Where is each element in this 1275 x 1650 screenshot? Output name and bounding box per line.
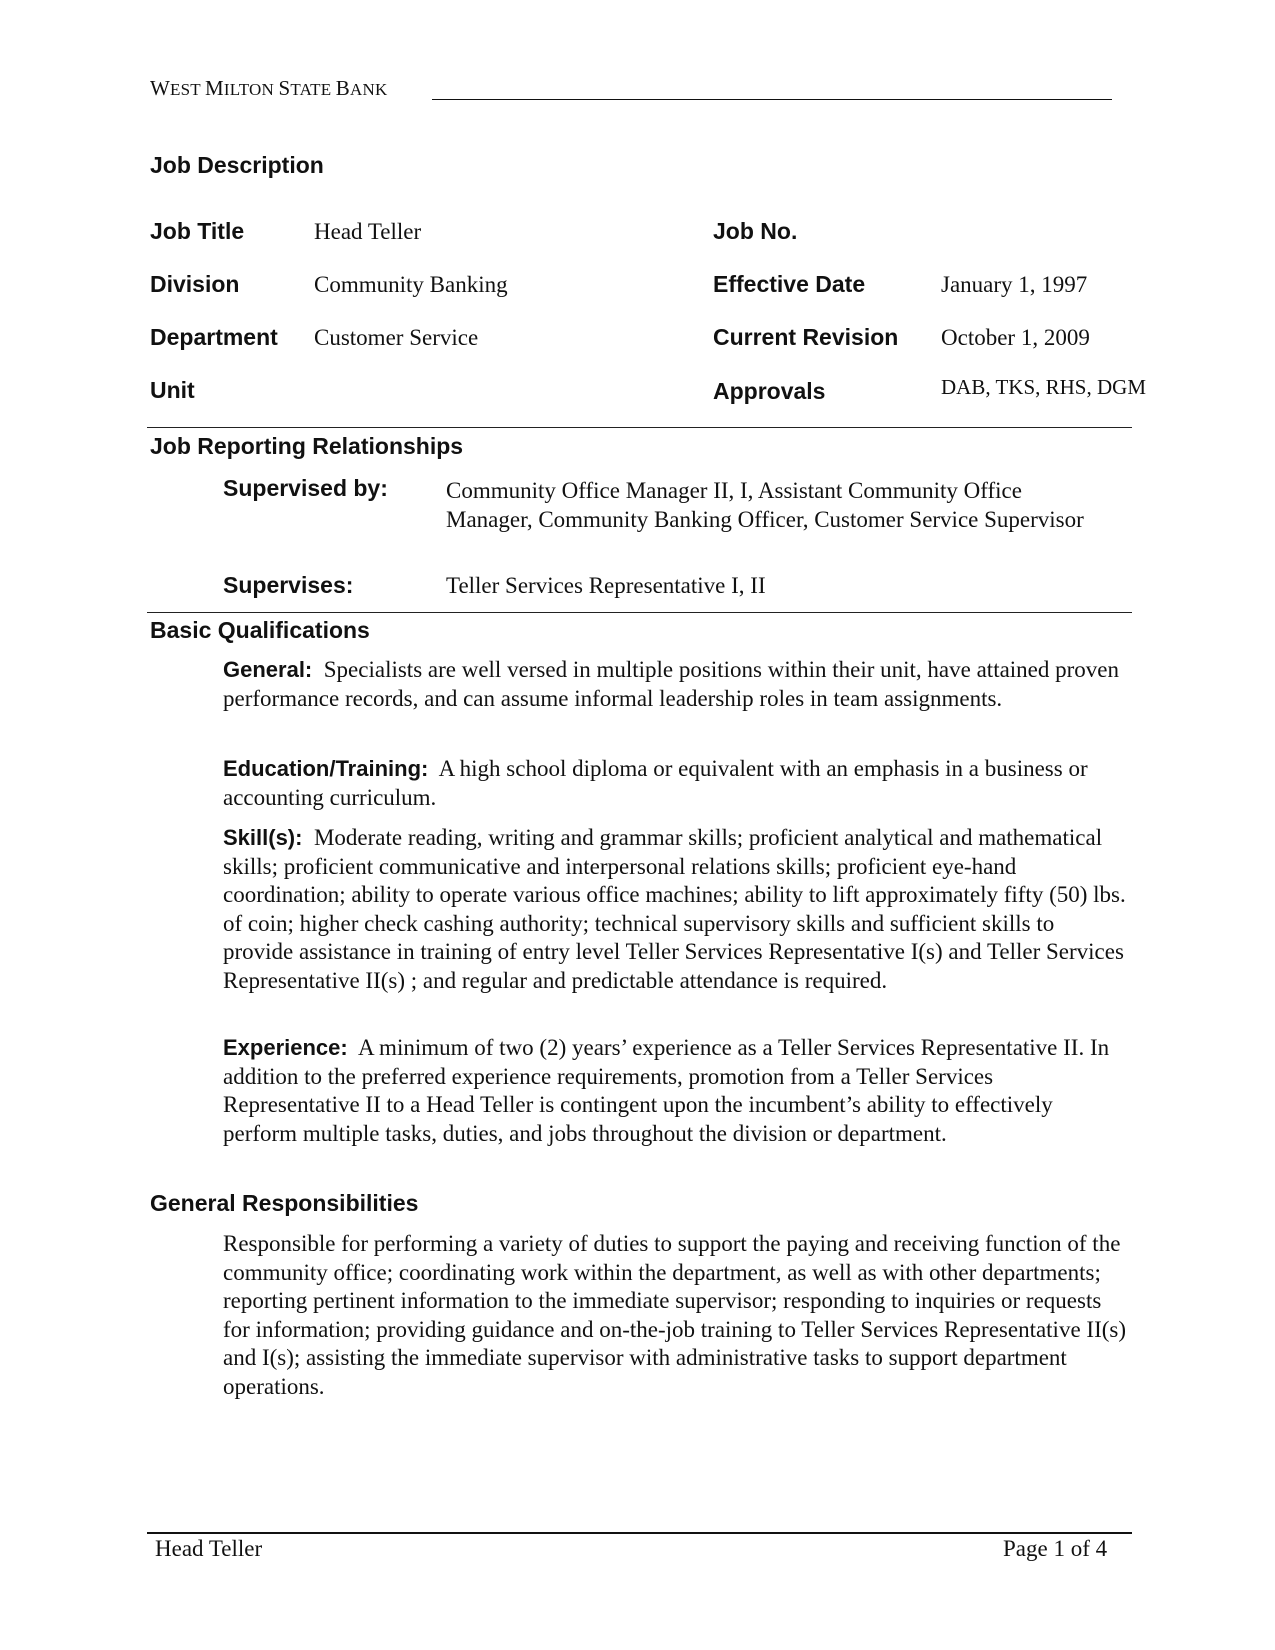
experience-paragraph [223,1034,1128,1148]
education-paragraph [223,755,1128,812]
education-text: A high school diploma or equivalent with an emphasis in a business or accounting curriculum. [223,756,1088,810]
footer-job-title: Head Teller [155,1536,263,1561]
responsibilities-heading: General Responsibilities [150,1190,419,1216]
page-number: Page 1 of 4 [1003,1536,1108,1561]
effective-date-value: January 1, 1997 [941,272,1088,297]
general-paragraph [223,656,1128,713]
skills-text: Moderate reading, writing and grammar skills; proficient analytical and mathematical skills; proficient communicative and interpersonal relations skills; proficient eye-hand coordination; ability to operate various office machines; ability to lift approximately fifty (50) lbs. of coin; higher check cashing authority; technical supervisory skills and sufficient skills to provide assistance in training of entry level Teller Services Representative I(s) and Teller Services Representative II(s) ; and regular and predictable attendance is required. [223,825,1126,993]
general-label: General: [223,657,313,682]
job-title-value: Head Teller [314,219,422,244]
section-divider [147,612,1132,613]
supervises-value: Teller Services Representative I, II [446,573,766,598]
skills-label: Skill(s): [223,825,303,850]
footer-rule [147,1532,1132,1534]
skills-paragraph [223,824,1128,995]
section-divider [147,427,1132,428]
header-rule [432,99,1112,100]
responsibilities-paragraph: Responsible for performing a variety of duties to support the paying and receiving function of the community office; coordinating work within the department, as well as with other departments; reporting pertinent information to the immediate supervisor; responding to inquiries or requests for information; providing guidance and on-the-job training to Teller Services Representative II(s) and I(s); assisting the immediate supervisor with administrative tasks to support department operations. [223,1231,1126,1399]
general-text: Specialists are well versed in multiple positions within their unit, have attained proven performance records, and can assume informal leadership roles in team assignments. [223,657,1120,711]
unit-label: Unit [150,377,195,403]
approvals-value: DAB, TKS, RHS, DGM [941,375,1146,399]
job-title-label: Job Title [150,218,245,244]
division-label: Division [150,271,240,297]
supervises-label: Supervises: [223,572,354,598]
division-value: Community Banking [314,272,508,297]
education-label: Education/Training: [223,756,429,781]
current-revision-value: October 1, 2009 [941,325,1090,350]
qualifications-heading: Basic Qualifications [150,617,370,643]
reporting-heading: Job Reporting Relationships [150,433,464,459]
document-title: Job Description [150,152,324,178]
supervised-by-value: Community Office Manager II, I, Assistant Community Office Manager, Community Banking Officer, Customer Service Supervisor [446,478,1084,532]
experience-text: A minimum of two (2) years’ experience as a Teller Services Representative II. In addition to the preferred experience requirements, promotion from a Teller Services Representative II to a Head Teller is contingent upon the incumbent’s ability to effectively perform multiple tasks, duties, and jobs throughout the division or department. [223,1035,1110,1146]
job-no-label: Job No. [713,218,798,244]
supervised-by-label: Supervised by: [223,475,388,501]
effective-date-label: Effective Date [713,271,866,297]
current-revision-label: Current Revision [713,324,899,350]
department-label: Department [150,324,278,350]
bank-name: WEST MILTON STATE BANK [150,76,388,100]
department-value: Customer Service [314,325,479,350]
approvals-label: Approvals [713,378,826,404]
experience-label: Experience: [223,1035,348,1060]
